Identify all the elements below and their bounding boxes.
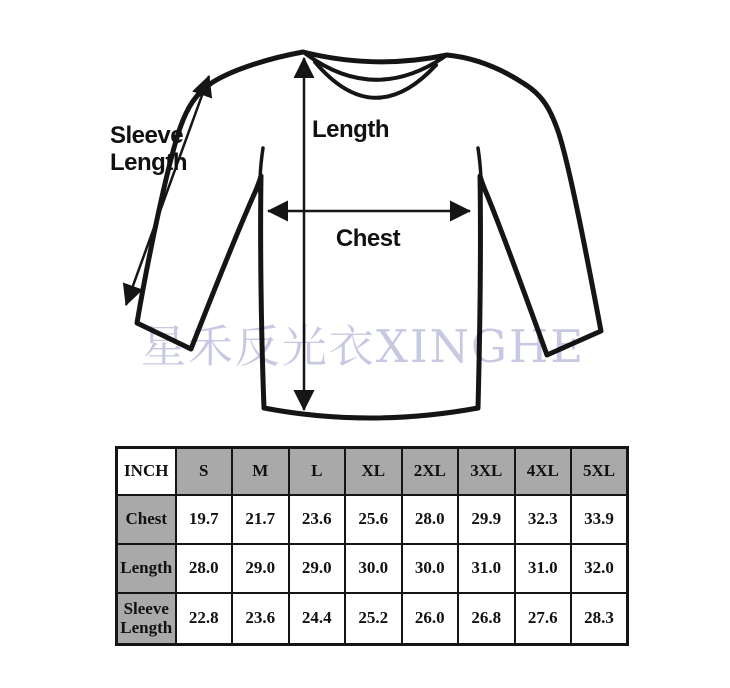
measurement-cell: 33.9: [571, 495, 628, 544]
size-column-header-s: S: [176, 448, 233, 495]
sleeve-length-label-line2: Length: [110, 149, 187, 176]
size-table: [115, 446, 629, 646]
unit-header-cell: INCH: [117, 448, 176, 495]
size-column-header-5xl: 5XL: [571, 448, 628, 495]
measurement-cell: 30.0: [402, 544, 459, 593]
measurement-cell: 32.0: [571, 544, 628, 593]
size-column-header-l: L: [289, 448, 346, 495]
size-table-container: [115, 446, 629, 646]
measurement-cell: 32.3: [515, 495, 572, 544]
measurement-cell: 25.6: [345, 495, 402, 544]
sleeve-length-label-line1: Sleeve: [110, 122, 184, 149]
table-row-chest: [117, 495, 628, 544]
size-table-header-row: [117, 448, 628, 495]
measurement-cell: 19.7: [176, 495, 233, 544]
length-label: Length: [312, 116, 389, 143]
size-column-header-2xl: 2XL: [402, 448, 459, 495]
measurement-cell: 29.0: [232, 544, 289, 593]
measurement-cell: 29.0: [289, 544, 346, 593]
measurement-cell: 21.7: [232, 495, 289, 544]
row-label-chest: Chest: [117, 495, 176, 544]
measurement-cell: 23.6: [289, 495, 346, 544]
row-label-sleeve-length: Sleeve Length: [117, 593, 176, 645]
size-column-header-3xl: 3XL: [458, 448, 515, 495]
measurement-cell: 31.0: [458, 544, 515, 593]
size-column-header-4xl: 4XL: [515, 448, 572, 495]
chest-label: Chest: [335, 225, 401, 252]
measurement-cell: 22.8: [176, 593, 233, 645]
measurement-cell: 28.3: [571, 593, 628, 645]
measurement-cell: 24.4: [289, 593, 346, 645]
measurement-cell: 28.0: [176, 544, 233, 593]
measurement-cell: 28.0: [402, 495, 459, 544]
brand-watermark: 星禾反光衣XINGHE: [140, 320, 586, 373]
measurement-cell: 25.2: [345, 593, 402, 645]
row-label-length: Length: [117, 544, 176, 593]
measurement-cell: 31.0: [515, 544, 572, 593]
size-column-header-m: M: [232, 448, 289, 495]
table-row-sleeve-length: [117, 593, 628, 645]
measurement-cell: 30.0: [345, 544, 402, 593]
table-row-length: [117, 544, 628, 593]
measurement-cell: 29.9: [458, 495, 515, 544]
measurement-cell: 23.6: [232, 593, 289, 645]
measurement-cell: 27.6: [515, 593, 572, 645]
size-column-header-xl: XL: [345, 448, 402, 495]
measurement-cell: 26.0: [402, 593, 459, 645]
measurement-cell: 26.8: [458, 593, 515, 645]
